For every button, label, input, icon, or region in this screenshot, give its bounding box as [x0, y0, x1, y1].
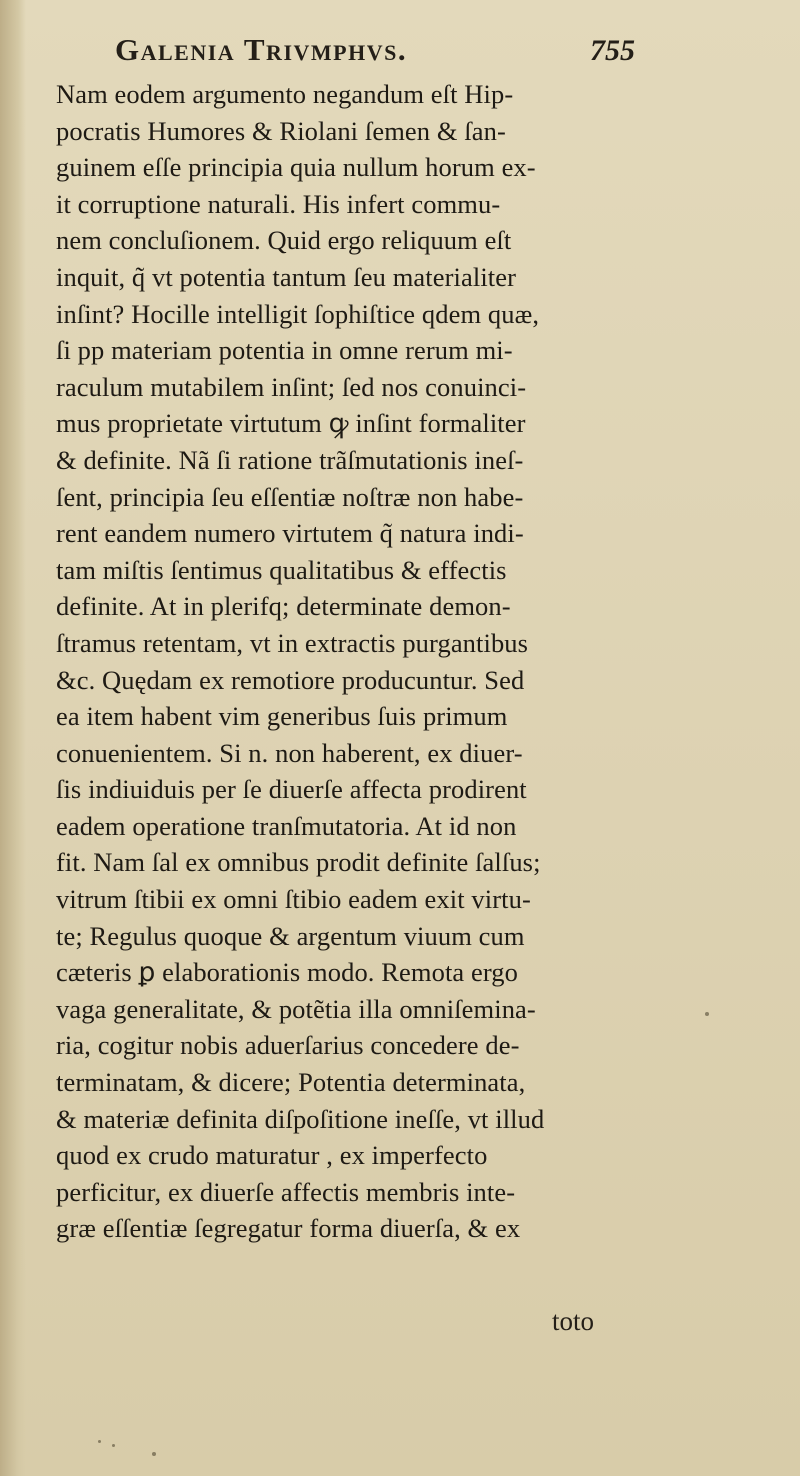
running-title: Galenia Trivmphvs. [115, 32, 408, 67]
ink-speck [98, 1440, 101, 1443]
text-line: ſi pp materiam potentia in omne rerum mi- [56, 335, 513, 366]
text-line: definite. At in plerifq; determinate demon- [56, 591, 511, 622]
text-line: ria, cogitur nobis aduerſarius concedere de- [56, 1030, 520, 1061]
text-line: vitrum ſtibii ex omni ſtibio eadem exit virtu- [56, 884, 531, 915]
catchword: toto [552, 1306, 595, 1336]
text-line: eadem operatione tranſmutatoria. At id non [56, 810, 517, 841]
text-line: inſint? Hocille intelligit ſophiſtice qdem quæ, [56, 298, 540, 329]
body-text [56, 76, 636, 1247]
text-line: Nam eodem argumento negandum eſt Hip- [56, 79, 514, 109]
page-gutter-shadow [0, 0, 26, 1476]
text-line: græ eſſentiæ ſegregatur forma diuerſa, & ex [56, 1213, 521, 1244]
text-line: cæteris ꝑ elaborationis modo. Remota ergo [56, 957, 519, 988]
text-line: te; Regulus quoque & argentum viuum cum [56, 920, 525, 951]
ink-speck [705, 1012, 709, 1016]
text-line: vaga generalitate, & potẽtia illa omniſemina- [56, 993, 536, 1024]
ink-speck [152, 1452, 156, 1456]
text-line: conuenientem. Si n. non haberent, ex diuer- [56, 737, 523, 768]
text-line: perficitur, ex diuerſe affectis membris inte- [56, 1176, 516, 1207]
text-line: ſis indiuiduis per ſe diuerſe affecta prodirent [56, 774, 527, 805]
text-line: inquit, q̃ vt potentia tantum ſeu materialiter [56, 261, 517, 292]
text-line: ſtramus retentam, vt in extractis purgantibus [56, 627, 529, 658]
text-line: it corruptione naturali. His infert commu- [56, 188, 501, 219]
text-line: terminatam, & dicere; Potentia determinata, [56, 1067, 526, 1098]
ink-speck [112, 1444, 115, 1447]
text-line: guinem eſſe principia quia nullum horum ex- [56, 152, 536, 183]
text-line: quod ex crudo maturatur , ex imperfecto [56, 1140, 488, 1171]
text-line: &c. Quędam ex remotiore producuntur. Sed [56, 664, 525, 695]
text-line: nem concluſionem. Quid ergo reliquum eſt [56, 225, 512, 256]
text-line: & definite. Nã ſi ratione trãſmutationis ineſ- [56, 444, 524, 475]
text-line: fit. Nam ſal ex omnibus prodit definite ſalſus; [56, 847, 541, 878]
text-line: mus proprietate virtutum ꝙ inſint formaliter [56, 408, 526, 439]
text-line: tam miſtis ſentimus qualitatibus & effectis [56, 554, 507, 585]
text-line: & materiæ definita diſpoſitione ineſſe, vt illud [56, 1103, 545, 1134]
page-header [115, 30, 635, 74]
text-line: pocratis Humores & Riolani ſemen & ſan- [56, 115, 506, 146]
text-line: raculum mutabilem inſint; ſed nos conuinci- [56, 371, 527, 402]
text-line: ſent, principia ſeu eſſentiæ noſtræ non habe- [56, 481, 524, 512]
text-line: rent eandem numero virtutem q̃ natura indi- [56, 518, 524, 549]
text-line: ea item habent vim generibus ſuis primum [56, 701, 508, 732]
page-number: 755 [590, 34, 635, 67]
